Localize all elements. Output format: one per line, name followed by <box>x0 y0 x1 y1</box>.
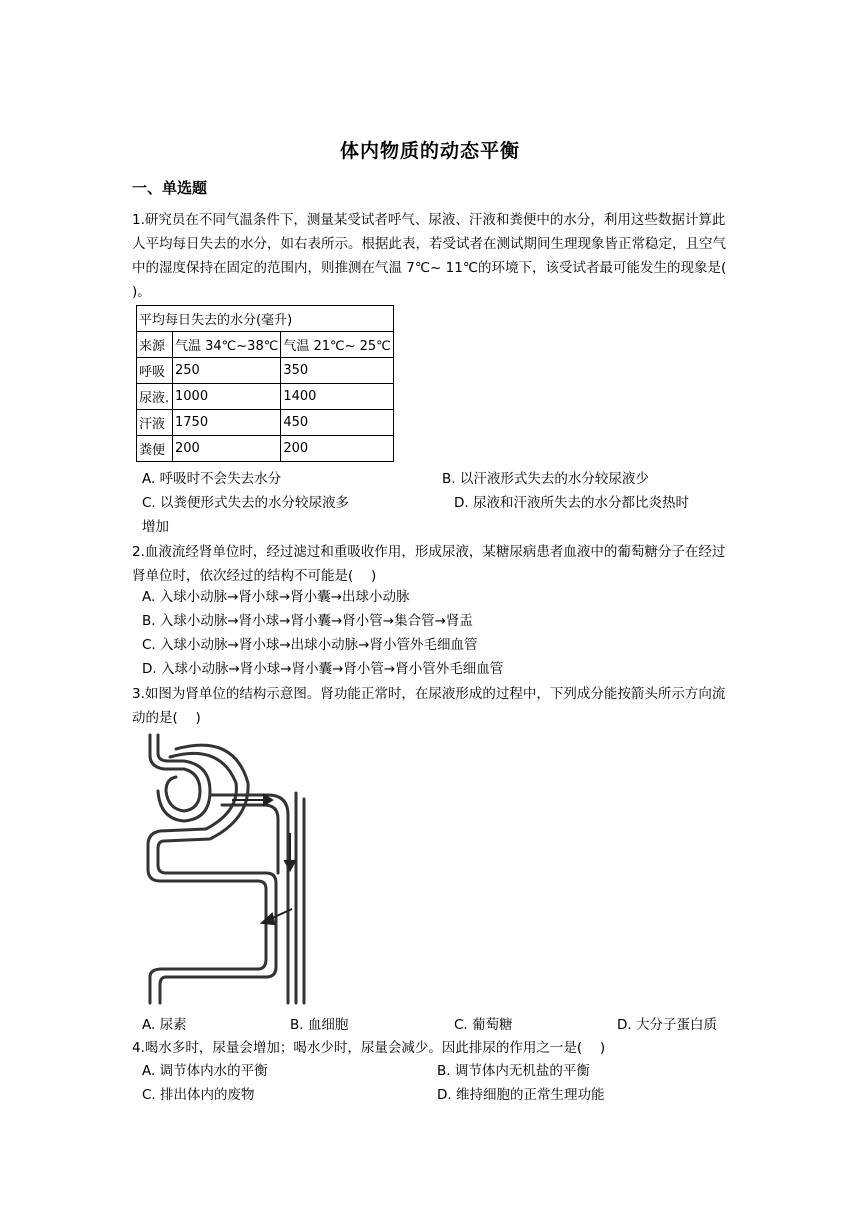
q4-option-b[interactable]: B. 调节体内无机盐的平衡 <box>437 1063 590 1079</box>
table-cell: 尿液. <box>137 384 173 410</box>
q2-option-b[interactable]: B. 入球小动脉→肾小球→肾小囊→肾小管→集合管→肾盂 <box>142 613 473 629</box>
table-cell: 250 <box>173 358 281 384</box>
table-header: 来源 <box>137 332 173 358</box>
question-2-text: 2.血液流经肾单位时，经过滤过和重吸收作用，形成尿液，某糖尿病患者血液中的葡萄糖分子在经过肾单位时，依次经过的结构不可能是( ) <box>132 544 726 584</box>
table-caption: 平均每日失去的水分(毫升) <box>137 306 394 332</box>
water-loss-table <box>136 305 394 462</box>
table-cell: 1750 <box>173 410 281 436</box>
q4-option-a[interactable]: A. 调节体内水的平衡 <box>142 1063 268 1079</box>
table-row <box>137 410 394 436</box>
q2-option-a[interactable]: A. 入球小动脉→肾小球→肾小囊→出球小动脉 <box>142 589 410 605</box>
table-cell: 1400 <box>281 384 393 410</box>
table-cell: 450 <box>281 410 393 436</box>
question-3-text: 3.如图为肾单位的结构示意图。肾功能正常时，在尿液形成的过程中，下列成分能按箭头所示方向流动的是( ) <box>132 686 726 726</box>
table-header: 气温 34℃~38℃ <box>173 332 281 358</box>
q4-option-c[interactable]: C. 排出体内的废物 <box>142 1087 255 1103</box>
section-heading: 一、单选题 <box>132 179 208 197</box>
table-cell: 汗液 <box>137 410 173 436</box>
question-1-text: 1.研究员在不同气温条件下，测量某受试者呼气、尿液、汗液和粪便中的水分，利用这些数据计算此人平均每日失去的水分，如右表所示。根据此表，若受试者在测试期间生理现象皆正常稳定，且空气中的湿度保持在固定的范围内，则推测在气温 7℃~ 11℃的环境下，该受试者最可能发生的现象是( )。 <box>132 212 745 300</box>
table-cell: 1000 <box>173 384 281 410</box>
nephron-diagram <box>140 733 310 1005</box>
table-header: 气温 21℃~ 25℃ <box>281 332 393 358</box>
q1-option-a[interactable]: A. 呼吸时不会失去水分 <box>142 471 282 487</box>
table-caption-row <box>137 306 394 332</box>
q3-option-c[interactable]: C. 葡萄糖 <box>454 1017 513 1033</box>
table-row <box>137 384 394 410</box>
table-header-row <box>137 332 394 358</box>
q2-option-c[interactable]: C. 入球小动脉→肾小球→出球小动脉→肾小管外毛细血管 <box>142 637 478 653</box>
q4-option-d[interactable]: D. 维持细胞的正常生理功能 <box>437 1087 605 1103</box>
q3-option-a[interactable]: A. 尿素 <box>142 1017 187 1033</box>
q3-option-b[interactable]: B. 血细胞 <box>290 1017 349 1033</box>
table-cell: 呼吸 <box>137 358 173 384</box>
table-cell: 200 <box>173 436 281 462</box>
q1-option-c[interactable]: C. 以粪便形式失去的水分较尿液多 <box>142 495 350 511</box>
q2-option-d[interactable]: D. 入球小动脉→肾小球→肾小囊→肾小管→肾小管外毛细血管 <box>142 661 504 677</box>
question-4-text: 4.喝水多时，尿量会增加；喝水少时，尿量会减少。因此排尿的作用之一是( ) <box>132 1040 606 1056</box>
table-cell: 350 <box>281 358 393 384</box>
q1-option-b[interactable]: B. 以汗液形式失去的水分较尿液少 <box>442 471 649 487</box>
q3-option-d[interactable]: D. 大分子蛋白质 <box>617 1017 717 1033</box>
page-title: 体内物质的动态平衡 <box>339 140 520 162</box>
table-row <box>137 436 394 462</box>
table-cell: 200 <box>281 436 393 462</box>
q1-option-d-continued: 增加 <box>142 519 169 535</box>
table-row <box>137 358 394 384</box>
table-cell: 粪便 <box>137 436 173 462</box>
q1-option-d[interactable]: D. 尿液和汗液所失去的水分都比炎热时 <box>454 495 689 511</box>
